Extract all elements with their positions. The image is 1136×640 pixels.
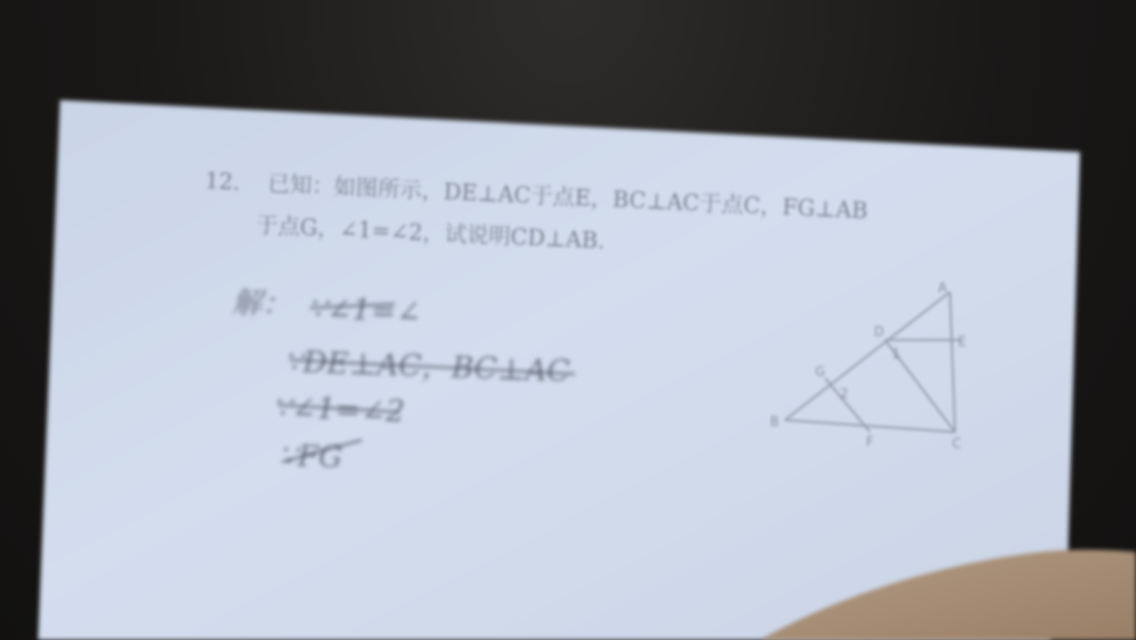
problem-line-1: 已知：如图所示，DE⊥AC于点E，BC⊥AC于点C，FG⊥AB	[267, 172, 869, 225]
diagram-label-d: D	[874, 325, 885, 340]
diagram-label-a: A	[938, 281, 947, 296]
problem-number: 12.	[204, 169, 241, 196]
handwriting-line-4: ∵FG	[277, 438, 343, 476]
handwriting-line-3: ∵∠1=∠2	[271, 390, 406, 430]
diagram-label-e: E	[958, 335, 967, 350]
problem-line-2: 于点G，∠1=∠2，试说明CD⊥AB.	[255, 213, 606, 255]
diagram-label-g: G	[815, 365, 826, 380]
handwriting-line-1: ∵∠1=∠	[307, 291, 422, 331]
diagram-label-2: 2	[840, 387, 849, 402]
diagram-label-b: B	[770, 415, 779, 430]
handwriting-answer-label: 解：	[231, 285, 293, 323]
diagram-label-f: F	[866, 435, 874, 450]
handwriting-line-2: ∵DE⊥AC，BC⊥AC	[283, 344, 571, 390]
diagram-label-1: 1	[892, 347, 901, 362]
diagram-label-c: C	[952, 437, 962, 452]
